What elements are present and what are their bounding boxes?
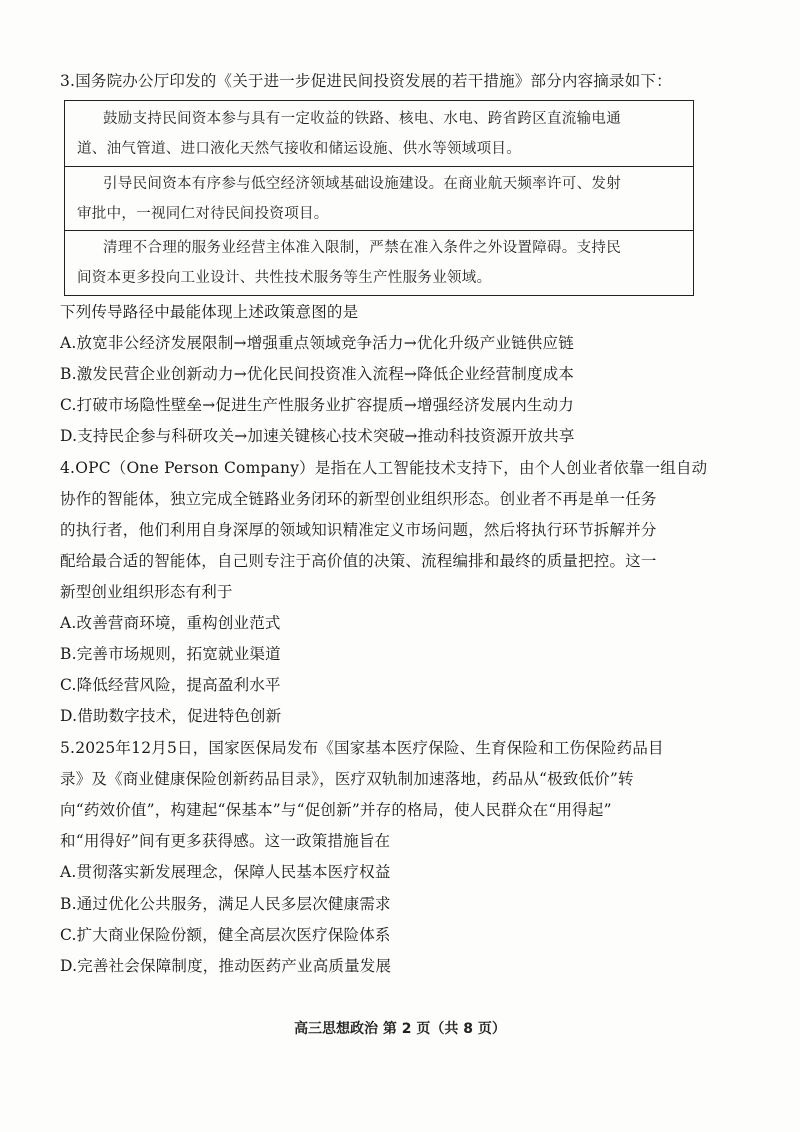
q5-option-a: A.贯彻落实新发展理念，保障人民基本医疗权益 (60, 863, 391, 881)
page-footer: 高三思想政治 第 2 页（共 8 页） (294, 1021, 506, 1037)
q3-excerpt-2-line-2: 审批中，一视同仁对待民间投资项目。 (77, 206, 329, 222)
q3-excerpt-2-line-1: 引导民间资本有序参与低空经济领域基础设施建设。在商业航天频率许可、发射 (103, 176, 621, 192)
q5-option-b: B.通过优化公共服务，满足人民多层次健康需求 (60, 895, 391, 913)
q3-excerpt-1-line-2: 道、油气管道、进口液化天然气接收和储运设施、供水等领域项目。 (77, 141, 521, 157)
q4-option-a: A.改善营商环境，重构创业范式 (60, 614, 281, 632)
q5-option-c: C.扩大商业保险份额，健全高层次医疗保险体系 (60, 926, 391, 944)
q3-excerpt-row-3 (65, 231, 693, 295)
q4-stem-line-4: 配给最合适的智能体，自己则专注于高价值的决策、流程编排和最终的质量把控。这一 (60, 552, 657, 570)
q3-option-a: A.放宽非公经济发展限制→增强重点领域竞争活力→优化升级产业链供应链 (60, 334, 574, 352)
q3-excerpt-3-line-1: 清理不合理的服务业经营主体准入限制，严禁在准入条件之外设置障碍。支持民 (103, 240, 621, 256)
q4-stem-line-3: 的执行者，他们利用自身深厚的领域知识精准定义市场问题，然后将执行环节拆解并分 (60, 521, 657, 539)
q5-option-d: D.完善社会保障制度，推动医药产业高质量发展 (60, 957, 392, 975)
q3-option-c: C.打破市场隐性壁垒→促进生产性服务业扩容提质→增强经济发展内生动力 (60, 396, 575, 414)
q5-stem-line-4: 和“用得好”间有更多获得感。这一政策措施旨在 (60, 832, 391, 850)
q4-stem-line-2: 协作的智能体，独立完成全链路业务闭环的新型创业组织形态。创业者不再是单一任务 (60, 490, 657, 508)
q4-option-b: B.完善市场规则，拓宽就业渠道 (60, 645, 281, 663)
q5-stem-line-2: 录》及《商业健康保险创新药品目录》，医疗双轨制加速落地，药品从“极致低价”转 (60, 770, 634, 788)
q4-option-d: D.借助数字技术，促进特色创新 (60, 707, 282, 725)
q3-excerpt-row-2 (65, 167, 693, 231)
q3-excerpt-box (64, 100, 694, 296)
q5-stem-line-1: 5.2025年12月5日，国家医保局发布《国家基本医疗保险、生育保险和工伤保险药品目 (60, 739, 664, 757)
q3-excerpt-row-1 (65, 101, 693, 167)
q3-stem: 3.国务院办公厅印发的《关于进一步促进民间投资发展的若干措施》部分内容摘录如下： (60, 72, 672, 90)
q3-option-b: B.激发民营企业创新动力→优化民间投资准入流程→降低企业经营制度成本 (60, 365, 575, 383)
q5-stem-line-3: 向“药效价值”，构建起“保基本”与“促创新”并存的格局，使人民群众在“用得起” (60, 801, 612, 819)
q3-excerpt-3-line-2: 间资本更多投向工业设计、共性技术服务等生产性服务业领域。 (77, 270, 492, 286)
q4-stem-line-1: 4.OPC（One Person Company）是指在人工智能技术支持下，由个人创业者依靠一组自动 (60, 459, 708, 477)
q4-stem-line-5: 新型创业组织形态有利于 (60, 583, 233, 601)
q3-excerpt-1-line-1: 鼓励支持民间资本参与具有一定收益的铁路、核电、水电、跨省跨区直流输电通 (103, 111, 621, 127)
q3-prompt: 下列传导路径中最能体现上述政策意图的是 (60, 303, 359, 321)
q3-option-d: D.支持民企参与科研攻关→加速关键核心技术突破→推动科技资源开放共享 (60, 427, 575, 445)
q4-option-c: C.降低经营风险，提高盈利水平 (60, 676, 281, 694)
